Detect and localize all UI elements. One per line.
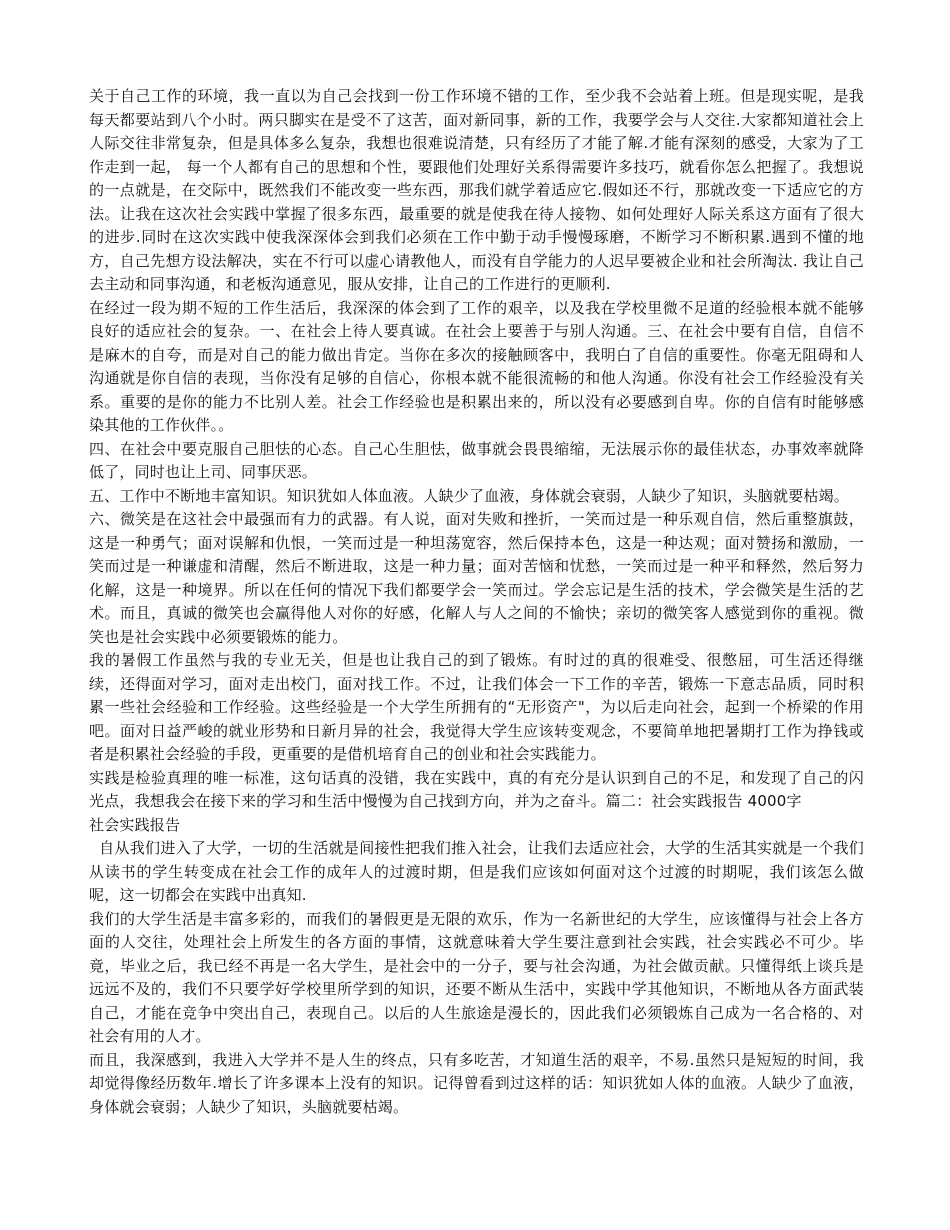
paragraph-deeply-feel: 而且，我深感到，我进入大学并不是人生的终点，只有多吃苦，才知道生活的艰辛，不易.虽然只是短短的时间，我却觉得像经历数年.增长了许多课本上没有的知识。记得曾看到过这样的话：知识犹如人体的血液。人缺少了血液，身体就会衰弱；人缺少了知识，头脑就要枯竭。	[89, 1050, 864, 1116]
paragraph-college-life: 我们的大学生活是丰富多彩的，而我们的暑假更是无限的欢乐，作为一名新世纪的大学生，应该懂得与社会上各方面的人交往，处理社会上所发生的各方面的事情，这就意味着大学生要注意到社会实践，社会实践必不可少。毕竟，毕业之后，我已经不再是一名大学生，是社会中的一分子，要与社会沟通，为社会做贡献。只懂得纸上谈兵是远远不及的，我们不只要学好学校里所学到的知识，还要不断从生活中，实践中学其他知识，不断地从各方面武装自己，才能在竞争中突出自己，表现自己。以后的人生旅途是漫长的，因此我们必须锻炼自己成为一名合格的、对社会有用的人才。	[89, 909, 864, 1045]
paragraph-summer-job: 我的暑假工作虽然与我的专业无关，但是也让我自己的到了锻炼。有时过的真的很难受、很憋屈，可生活还得继续，还得面对学习，面对走出校门，面对找工作。不过，让我们体会一下工作的辛苦，锻炼一下意志品质，同时积累一些社会经验和工作经验。这些经验是一个大学生所拥有的“无形资产"，为以后走向社会，起到一个桥梁的作用吧。面对日益严峻的就业形势和日新月异的社会，我觉得大学生应该转变观念，不要简单地把暑期打工作为挣钱或者是积累社会经验的手段，更重要的是借机培育自己的创业和社会实践能力。	[89, 651, 864, 763]
paragraph-enter-university: 自从我们进入了大学，一切的生活就是间接性把我们推入社会，让我们去适应社会，大学的生活其实就是一个我们从读书的学生转变成在社会工作的成年人的过渡时期，但是我们应该如何面对这个过渡的时期呢，我们该怎么做呢，这一切都会在实践中出真知.	[89, 839, 864, 904]
paragraph-work-environment: 关于自己工作的环境，我一直以为自己会找到一份工作环境不错的工作，至少我不会站着上班。但是现实呢，是我每天都要站到八个小时。两只脚实在是受不了这苦，面对新同事，新的工作，我要学会与人交往.大家都知道社会上人际交往非常复杂，但是具体多么复杂，我想也很难说清楚，只有经历了才能了解.才能有深刻的感受，大家为了工作走到一起， 每一个人都有自己的思想和个性，要跟他们处理好关系得需要许多技巧，就看你怎么把握了。我想说的一点就是，在交际中，既然我们不能改变一些东西，那我们就学着适应它.假如还不行，那就改变一下适应它的方法。让我在这次社会实践中掌握了很多东西，最重要的就是使我在待人接物、如何处理好人际关系这方面有了很大的进步.同时在这次实践中使我深深体会到我们必须在工作中勤于动手慢慢琢磨，不断学习不断积累.遇到不懂的地方，自己先想方设法解决，实在不行可以虚心请教他人，而没有自学能力的人迟早要被企业和社会所淘汰. 我让自己去主动和同事沟通，和老板沟通意见，服从安排，让自己的工作进行的更顺利.	[89, 87, 864, 293]
paragraph-practice-truth: 实践是检验真理的唯一标准，这句话真的没错，我在实践中，真的有充分是认识到自己的不足，和发现了自己的闪光点，我想我会在接下来的学习和生活中慢慢为自己找到方向，并为之奋斗。篇二：社会实践报告 4000字	[89, 768, 864, 810]
paragraph-hardship: 在经过一段为期不短的工作生活后，我深深的体会到了工作的艰辛，以及我在学校里微不足道的经验根本就不能够良好的适应社会的复杂。一、在社会上待人要真诚。在社会上要善于与别人沟通。三、在社会中要有自信，自信不是麻木的自夸，而是对自己的能力做出肯定。当你在多次的接触顾客中，我明白了自信的重要性。你毫无阻碍和人沟通就是你自信的表现，当你没有足够的自信心，你根本就不能很流畅的和他人沟通。你没有社会工作经验没有关系。重要的是你的能力不比别人差。社会工作经验也是积累出来的，所以没有必要感到自卑。你的自信有时能够感染其他的工作伙伴。。	[89, 298, 864, 434]
paragraph-knowledge: 五、工作中不断地丰富知识。知识犹如人体血液。人缺少了血液，身体就会衰弱，人缺少了知识，头脑就要枯竭。	[89, 486, 850, 505]
paragraph-smile: 六、微笑是在这社会中最强而有力的武器。有人说，面对失败和挫折，一笑而过是一种乐观自信，然后重整旗鼓，这是一种勇气；面对误解和仇恨，一笑而过是一种坦荡宽容，然后保持本色，这是一种达观；面对赞扬和激励，一笑而过是一种谦虚和清醒，然后不断进取，这是一种力量；面对苦恼和忧愁，一笑而过是一种平和释然，然后努力化解，这是一种境界。所以在任何的情况下我们都要学会一笑而过。学会忘记是生活的技术，学会微笑是生活的艺术。而且，真诚的微笑也会赢得他人对你的好感，化解人与人之间的不愉快；亲切的微笑客人感觉到你的重视。微笑也是社会实践中必须要锻炼的能力。	[89, 510, 864, 646]
paragraph-overcome-timidity: 四、在社会中要克服自己胆怯的心态。自己心生胆怯，做事就会畏畏缩缩，无法展示你的最佳状态，办事效率就降低了，同时也让上司、同事厌恶。	[89, 439, 864, 481]
section-heading-report: 社会实践报告	[89, 815, 181, 834]
document-page	[89, 85, 864, 1119]
